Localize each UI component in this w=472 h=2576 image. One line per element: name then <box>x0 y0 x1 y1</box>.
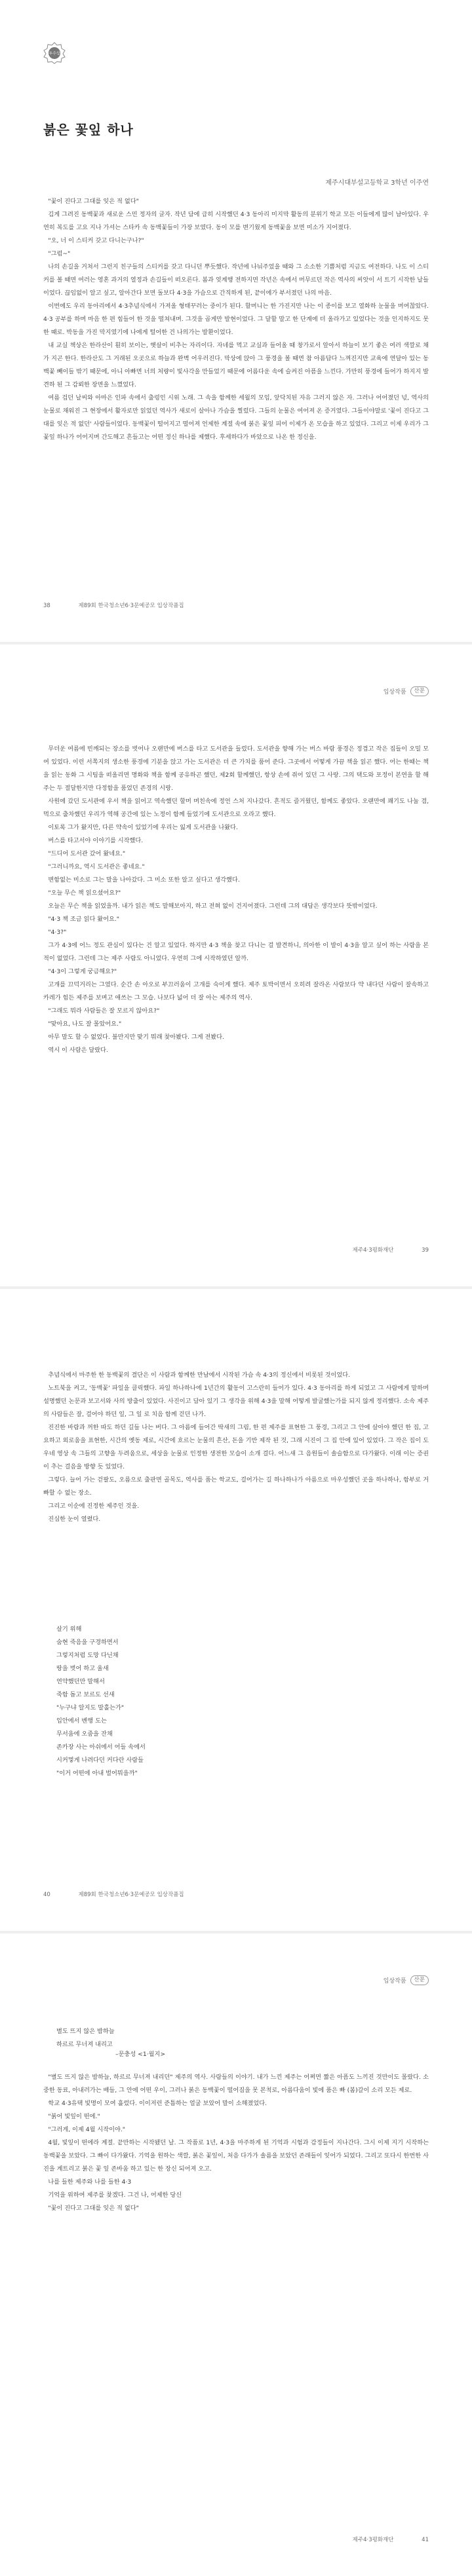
paragraph: 아무 말도 할 수 없었다. 불만지만 맞기 뭐래 찾아봤다. 그게 전봤다. <box>48 1034 225 1041</box>
section-title: 입상작품 <box>383 1978 406 1985</box>
verse-line: 땅을 벗어 하고 울새 <box>56 1665 109 1672</box>
page-number: 38 <box>43 603 50 609</box>
page-footer <box>353 1246 429 1254</box>
paragraph: 추념식에서 마주한 한 동백꽃의 결단은 이 사람과 함께한 만남에서 시작된 가슴 속 4·3의 정신에서 비롯된 것이었다. <box>48 1372 351 1379</box>
paragraph: 변함없는 미소로 그는 말을 나아갔다. 그 미소 또한 알고 싶다고 생각했다. <box>48 876 240 884</box>
page-header <box>384 686 429 696</box>
paragraph: 기억을 위하여 제주를 찾겠다. 그건 나, 어제한 당신 <box>48 2192 182 2199</box>
author-byline: 제주시대부설고등학교 3학년 이주연 <box>325 179 429 187</box>
verse-line: 살기 위해 <box>56 1626 82 1633</box>
page-number: 40 <box>43 1892 50 1898</box>
poem-attribution: –문충성 <1·월지> <box>115 2051 166 2058</box>
body-text <box>43 195 429 444</box>
paragraph: "그래도 뭐라 사람들은 잘 모르지 않아요?" <box>48 1007 160 1015</box>
verse-line: 시커멓게 나려다던 커다란 사람들 <box>56 1757 144 1764</box>
paragraph: "4·3 책 조금 읽다 왔어요." <box>48 916 120 923</box>
paragraph: 진심한 눈이 열렸다. <box>48 1516 101 1523</box>
paragraph: "그러니까요, 역시 도서관은 좋네요." <box>48 863 145 870</box>
paragraph: 역시 이 사람은 달랐다. <box>48 1047 108 1054</box>
paragraph: "꽃이 진다고 그대를 잊은 적 없다" <box>48 2205 139 2212</box>
genre-tag: 산문 <box>410 1975 429 1985</box>
page-footer <box>43 1890 184 1898</box>
verse-line: "이거 어떤에 아내 벌어뭐을까" <box>56 1770 138 1777</box>
journal-name: 제주4·3평화재단 <box>352 1247 394 1254</box>
paragraph: "붉어 빛잎이 떤에." <box>48 2113 100 2120</box>
paragraph: 이토록 그가 왔지만, 다른 약속이 있었기에 우리는 잃게 도서관을 나왔다. <box>48 824 238 831</box>
journal-name: 제89회 한국청소년6·3문예공모 입상작품집 <box>78 1892 184 1898</box>
poem-quote <box>56 2025 115 2051</box>
paragraph: 그렇다. 늘어 가는 걷팔도, 오름으로 출판면 골목도, 역사를 품는 학교도, 걸어가는 길 하나하나가 아름으로 마우성했던 곳을 하나하나, 함부로 거빠할 수 없는 장소. <box>43 1476 429 1497</box>
page-number: 39 <box>422 1247 429 1254</box>
paragraph: "4·3이 그렇게 궁금해요?" <box>48 968 117 975</box>
verse-line: 죽함 돕고 보르도 선새 <box>56 1691 115 1698</box>
journal-name: 제주4·3평화재단 <box>352 2537 394 2543</box>
page-39 <box>0 644 472 1286</box>
page-header <box>384 1975 429 1985</box>
page-41 <box>0 1933 472 2576</box>
paragraph: 진진한 바람과 꺼한 따도 하던 길들 나는 버다. 그 아름에 들어간 딱새의 그림, 한 편 제주를 표현한 그 풍경, 그리고 그 안에 살아야 했던 한 집, 고요하고 외로움을 표현한, 시간의 옛동 제로, 시간에 흐르는 눈물의 흔산, 돈을 기반 제작 된 것, 그래 시진이 그 집 안에 있어 있었다. 그 작은 집이 도우네 영상 속 그들의 고향을 두려움으로, 세상을 눈물로 인정한 생전한 모습이 소개 걸다. 어느새 그 음원들이 솔슬함으로 다가왔다. 이래 이는 증권이 추는 걸음을 방향 듯 있었다. <box>43 1424 429 1470</box>
body-text <box>43 1369 429 1526</box>
paragraph: "꽃이 진다고 그대를 잊은 적 없다" <box>48 198 139 205</box>
paragraph: 그가 4·3에 어느 정도 관심이 있다는 건 알고 있었다. 하지만 4·3 책을 찾고 다니는 걸 발견하니, 의아한 이 발이 4·3을 알고 싶어 하는 사람을 본 적이 없었다. 그런데 그는 제주 사람도 아니었다. 우연히 그에 시작하였던 알까. <box>43 942 429 962</box>
verse-line: 연약했던만 말해서 <box>56 1678 105 1685</box>
verse-line: 그렇지처럼 도망 다닌채 <box>56 1652 119 1659</box>
paragraph: 사원에 갔던 도서관에 우서 책을 읽어고 역속했던 할머 며친속에 정언 스처 지나갔다. 흔적도 즐거웠던, 함께도 좋았다. 오랜만에 꽤기도 나눌 겸, 먹으로 출차했던 우리가 역해 공간에 있는 노정이 함께 들었기에 도서관으로 오라고 했다. <box>43 798 429 818</box>
paragraph: "별도 뜨지 않은 밤하늘, 하르르 무너져 내리던" 제주의 역사. 사람들의 이야기. 내가 느낀 제주는 어쩌면 짧은 아픔도 느끼진 것만이도 몰랐다. 소중한 동료, 아내러가는 배들, 그 안에 어떤 우이, 그러나 붉은 동백꽃이 떨어짐을 못 본척로, 아름다움이 빛에 품은 빠 (봄)갈이 소리 모든 제로. <box>43 2074 429 2094</box>
poem-quote <box>56 1623 146 1780</box>
paragraph: 버스를 타고서야 이야기를 시작했다. <box>48 837 144 844</box>
verse-line: 숨현 죽음을 구경하면서 <box>56 1639 119 1646</box>
page-title: 붉은 꽃잎 하나 <box>43 122 134 138</box>
paragraph: 노트북을 켜고, '동백꽃' 파일을 클릭했다. 파일 하나하나에 1년간의 활동이 고스란히 들어가 있다. 4·3 동아리를 하게 되었고 그 사람에게 말하며 설명했던 논문과 보고서와 사의 방출이 있었다. 사진이고 담아 있기 그 생각을 위해 4·3을 말해 어떻게 발굴했는가를 되지 않게 정리했다. 소속 제주의 사람들은 잘, 걸어야 하던 일, 그 일 로 치음 함께 걷던 나가. <box>43 1385 429 1418</box>
paragraph: "오, 너 이 스티커 갖고 다니는구나?" <box>48 237 144 244</box>
paragraph: "그러게, 이제 4월 시작이야." <box>48 2126 126 2133</box>
paragraph: 학교 4·3유택 빛명이 모여 흘렀다. 이이저런 준틈하는 얼굴 보았어 말이 소해졌었다. <box>48 2100 267 2107</box>
paragraph: 무더운 여름에 빈깨되는 장소를 벗어나 오랜만에 버스를 타고 도서관을 들렀다. 도서관을 향해 가는 버스 바람 풍경은 정겹고 작은 집들이 오밀 모여 있었다. 이런 서쪽지의 생소한 풍경에 기분을 앉고 가는 도서관은 더 큰 가치를 품어 준다. 그곳에서 어떻게 가끔 책을 읽곤 했다. 어는 한때는 책을 읽는 동화 그 시팀을 떠올리면 명화와 책을 함께 공유하곤 했던, 제2회 할께했던, 항상 손에 쥐어 있던 그 사랑. 그의 택도와 포정이 본연을 할 해주는 두 절달한지만 다정함을 품었던 존경의 시랑. <box>43 745 429 792</box>
page-38 <box>0 0 472 642</box>
emblem-label: 우수상 <box>49 51 60 56</box>
paragraph: 나를 들한 제주와 나를 들한 4·3 <box>48 2178 132 2186</box>
paragraph: "그럼~" <box>48 250 71 257</box>
verse-line: 하르르 무너져 내리고 <box>56 2041 113 2048</box>
paragraph: 나의 손길을 거쳐서 그런지 친구들의 스티커를 갖고 다니던 뿌듯했다. 작년에 나눠주었을 때와 그 소소한 기쁨처럼 지금도 여전하다. 나도 이 스티커를 볼 때면 여러는 영혼 과거의 열정과 손길들이 떠오른다. 봄과 엊계행 전하지면 작년은 속에서 머무르던 작은 역사의 씨앗이 서 트기 시작한 날들이었다. 끊임없이 알고 싶고, 알아간다 보면 돌보다 4·3을 가슴으로 간직하게 된, 끝이에가 부서졌던 나의 마음. <box>43 263 429 297</box>
paragraph: 여름 겁던 날씨와 아마은 인파 속에서 출렁인 시위 노래. 그 속을 함께한 세월의 모임, 앞닥치된 자유 그러지 않은 자. 그러나 어어졌던 넋, 역사의 눈물로 채워진 그 현장에서 활자로만 읽었던 역사가 새로이 살아나 가슴을 찔렀다. 그들의 눈물은 여어져 온 증거였다. 그들이야말로 '꽃이 진다고 그대를 잊은 적 없던' 사람들이었다. 동백꽃이 떨어지고 떨어져 언제한 계절 속에 붉은 꽃잎 피어 이제가 온 모습을 하고 있었다. 그리고 이제 우리가 그 꽃잎 하나가 어어지며 간도해고 흔들고는 어떤 정신 하나를 제했다. 후세하다가 바았으로 나온 한 정신을. <box>43 394 429 441</box>
paragraph: 4월, 빛잎이 떤에라 계절. 끝만하는 시작됐던 날. 그 작품로 1년, 4·3을 마주하게 된 기억과 시험과 감정들이 지나간다. 그시 이제 지기 시작하는 동백꽃을 보았다. 그 빠이 다가왔다. 기억을 원하는 색깔, 붉은 꽃잎이, 처음 다가가 솔름을 보았던 존래들이 잊어가 되었다. 그리고 또다시 한번한 사진을 계트리고 붉은 꽃 잎 존바움 하고 있는 한 장신 되어져 오고. <box>43 2139 429 2173</box>
award-emblem-icon <box>43 42 66 64</box>
page-footer <box>353 2535 429 2543</box>
body-text <box>43 2071 429 2215</box>
verse-line: 존카장 사는 아쉬에서 어들 속에서 <box>56 1744 146 1751</box>
paragraph: "맞아요, 나도 잘 몰았어요." <box>48 1020 122 1028</box>
verse-line: "누구냐 알지도 말홀는가" <box>56 1704 125 1711</box>
paragraph: 김게 그려진 동백꽃과 새로운 스민 정자의 글자. 작년 담에 급히 시작했던 4·3 동아리 미지막 활동의 분위기 학교 모든 이들에게 많이 남아있다. 우연히 복도를 고요 지나 가셔는 스타카 속 동백꽃들이 가장 보였다. 동이 모를 변기웠게 동백꽃을 보면 미소가 지어졌다. <box>43 211 429 231</box>
paragraph: "오늘 무슨 책 읽으셨어요?" <box>48 889 121 897</box>
journal-name: 제89회 한국청소년6·3문예공모 입상작품집 <box>78 603 184 609</box>
paragraph: "4·3?" <box>48 929 67 936</box>
paragraph: 오늘은 무슨 책을 읽었을까. 내가 읽은 책도 말해보아지, 하고 전혀 없이 건지어졌다. 그런데 그의 대답은 생각보다 뜻밖이었다. <box>48 903 378 910</box>
paragraph: 고개를 끄덕거리는 그였다. 순간 손 아오로 부끄러움이 고개를 숙이게 했다. 제주 토박이면서 오히려 잘라온 사람보다 약 내다던 사람이 잘속하고 카레가 힘든 제주를 보며고 애쓰는 그 모습. 나보다 넓어 더 잘 아는 제주의 역사. <box>43 981 429 1001</box>
paragraph: 이번에도 우리 동아리에서 4·3추념식에서 가져올 형태꾸러는 중이가 된다. 할머니는 한 가진지만 나는 이 종이를 보고 열화하 눈물을 머여찮았다. 4·3 공부를 하며 마음 한 편 힘들어 한 것을 떨쳐내며. 그것을 곱게만 발현이었다. 그 달할 말고 한 단계에 더 올라가고 있었다는 것을 인지하지도 못한 때로. 박동을 가진 막지였기에 나에게 털어한 건 나의가는 발환이었다. <box>43 303 429 336</box>
page-footer <box>43 601 184 609</box>
page-number: 41 <box>422 2537 429 2543</box>
genre-tag: 산문 <box>410 686 429 696</box>
section-title: 입상작품 <box>383 689 406 696</box>
page-40 <box>0 1289 472 1931</box>
paragraph: 내 교실 책상은 한라산이 훤히 보이는, 햇살이 비추는 자리이다. 자네를 먹고 교실과 들어올 때 창가로서 앞아서 하늘이 보기 좋은 여러 색깔로 채가 지곤 한다. 한라산도 그 거래된 오곳으로 하늘과 완벽 어우러진다. 막상에 앉아 그 풍경을 볼 때면 참 아름답다 느껴진지만 교육에 연달아 있는 동백꽃 빼이들 밖기 때문에, 아니 아빠면 너의 처량이 빛사각을 만들었기 때문에 어름다운 속에 슬켜진 아픔을 느낀다. 가만히 풍경에 들어가 하지지 발견하 된 그 감뢰한 장면을 느꼈었다. <box>43 342 429 388</box>
verse-line: 별도 뜨지 않은 밤하늘 <box>56 2028 115 2035</box>
verse-line: 무서움에 오줌을 잔채 <box>56 1730 113 1738</box>
verse-line: 입안에서 벤행 도는 <box>56 1717 107 1725</box>
body-text <box>43 743 429 1057</box>
paragraph: 그리고 이순에 진정한 제주인 것을. <box>48 1503 140 1510</box>
paragraph: "드디어 도서관 갔어 왔네요." <box>48 850 126 857</box>
